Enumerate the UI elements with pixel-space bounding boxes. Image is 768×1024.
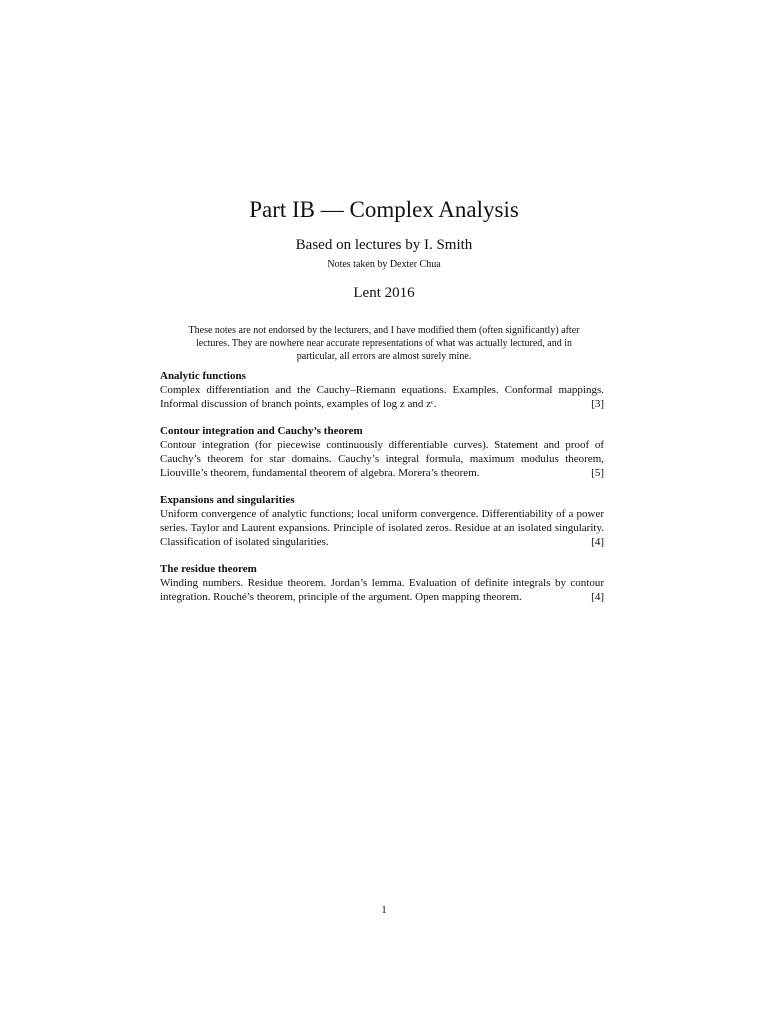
lecture-count: [3]: [591, 398, 604, 410]
disclaimer-paragraph: These notes are not endorsed by the lecturers, and I have modified them (often significantly) after lectures. They are nowhere near accurate representations of what was actually lectured, and in particular, all errors are almost surely mine.: [188, 325, 580, 362]
section-body: [160, 576, 604, 604]
document-title: Part IB — Complex Analysis: [249, 197, 519, 222]
syllabus-section: [160, 493, 604, 549]
section-heading: Expansions and singularities: [160, 494, 295, 506]
section-description: Contour integration (for piecewise continuously differentiable curves). Statement and proof of Cauchy’s theorem for star domains. Cauchy’s integral formula, maximum modulus theorem, Liouville’s theorem, fundamental theorem of algebra. Morera’s theorem.: [160, 439, 604, 479]
section-body: [160, 438, 604, 480]
lecture-count: [4]: [591, 536, 604, 548]
syllabus: [160, 369, 604, 617]
syllabus-section: [160, 369, 604, 411]
section-description: Complex differentiation and the Cauchy–Riemann equations. Examples. Conformal mappings. Informal discussion of branch points, examples of log z and zᶜ.: [160, 384, 604, 410]
section-heading: Contour integration and Cauchy’s theorem: [160, 425, 363, 437]
syllabus-section: [160, 424, 604, 480]
section-heading: Analytic functions: [160, 370, 246, 382]
term-line: Lent 2016: [353, 285, 415, 301]
section-description: Uniform convergence of analytic functions; local uniform convergence. Differentiability of a power series. Taylor and Laurent expansions. Principle of isolated zeros. Residue at an isolated singularity. Classification of isolated singularities.: [160, 508, 604, 548]
page-number: 1: [381, 904, 387, 916]
syllabus-section: [160, 562, 604, 604]
author-line: Notes taken by Dexter Chua: [327, 259, 441, 270]
section-heading: The residue theorem: [160, 563, 257, 575]
lecture-count: [5]: [591, 467, 604, 479]
section-description: Winding numbers. Residue theorem. Jordan’s lemma. Evaluation of definite integrals by contour integration. Rouché’s theorem, principle of the argument. Open mapping theorem.: [160, 577, 604, 603]
lecturer-line: Based on lectures by I. Smith: [295, 237, 473, 253]
section-body: [160, 383, 604, 411]
section-body: [160, 507, 604, 549]
lecture-count: [4]: [591, 591, 604, 603]
